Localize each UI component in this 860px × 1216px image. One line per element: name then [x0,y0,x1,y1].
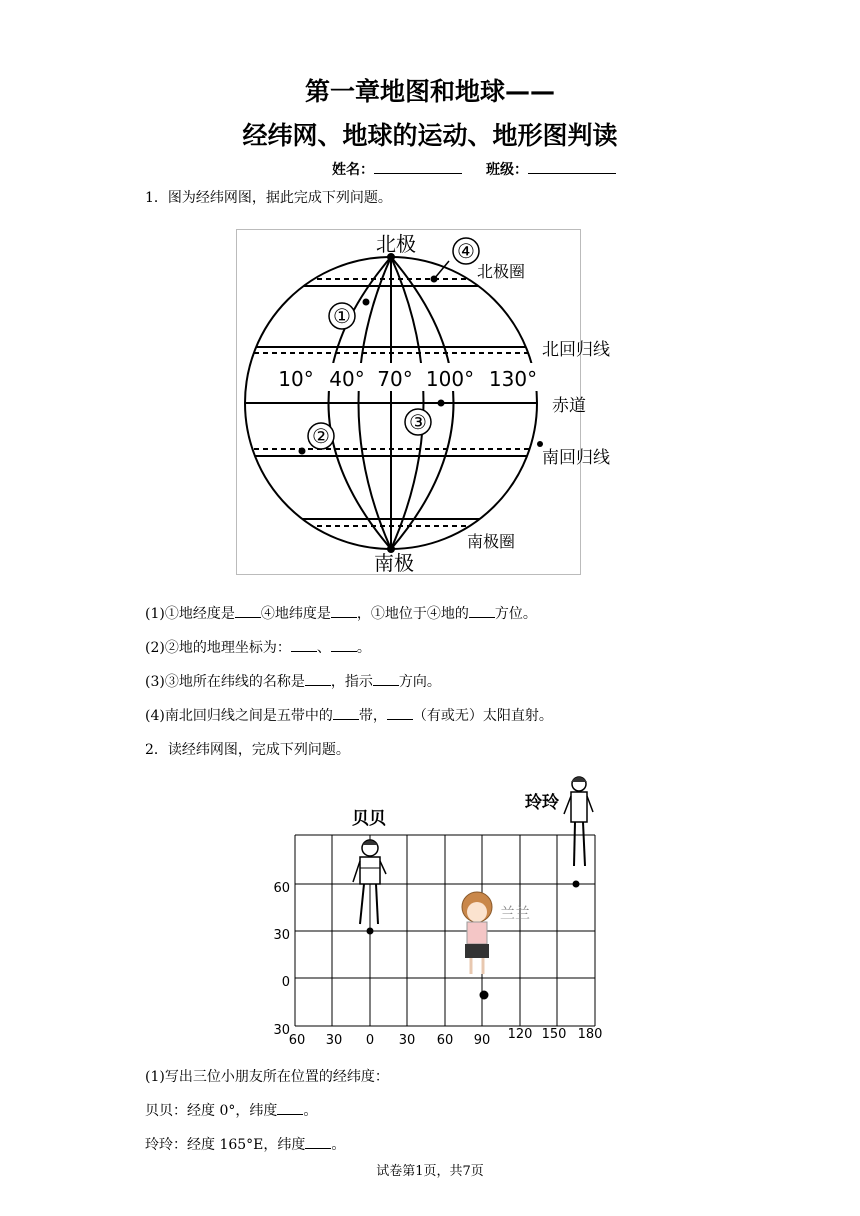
q2-sub-3 [145,1134,345,1154]
q1-sub4-prefix: (4)南北回归线之间是五带中的 [145,708,333,724]
name-label: 姓名： [332,162,374,178]
antarctic-circle-label: 南极圈 [467,532,516,551]
answer-blank[interactable] [277,1102,303,1115]
tropic-cancer-label: 北回归线 [542,340,610,360]
question-1-stem: 1．图为经纬网图，据此完成下列问题。 [145,190,392,206]
north-pole-label: 北极 [376,232,416,256]
y-label-0: 0 [281,975,290,990]
lon-label-70: 70° [377,367,413,391]
q1-sub3-suffix: 方向。 [398,674,441,690]
answer-blank[interactable] [235,605,261,618]
page-footer: 试卷第1页，共7页 [376,1164,484,1179]
q1-sub-4 [145,705,553,725]
lanlan-figure [462,892,492,1000]
class-label: 班级： [486,162,528,178]
q2-sub3-suffix: 。 [331,1137,346,1153]
answer-blank[interactable] [387,707,413,720]
q1-sub1-prefix: (1)①地经度是 [145,606,235,622]
document-title-line2: 经纬网、地球的运动、地形图判读 [242,121,618,150]
class-blank[interactable] [528,161,616,174]
q1-sub1-mid2: ，①地位于④地的 [356,606,469,622]
answer-blank[interactable] [373,673,399,686]
x-label-0: 0 [365,1033,375,1048]
x-label-60w: 60 [288,1033,306,1048]
answer-blank[interactable] [331,639,357,652]
student-info-line [332,159,616,179]
q1-sub3-prefix: (3)③地所在纬线的名称是 [145,674,305,690]
q1-sub1-suffix: 方位。 [494,606,537,622]
beibei-name: 贝贝 [352,809,386,829]
lon-label-10: 10° [278,367,314,391]
q1-sub-3 [145,671,441,691]
q2-sub2-prefix: 贝贝：经度 0°，纬度 [145,1103,278,1119]
lanlan-name: 兰兰 [500,904,531,922]
document-title-line1: 第一章地图和地球—— [304,77,555,106]
q1-sub-2 [145,637,371,657]
y-label-60: 60 [273,881,290,896]
q2-sub-2 [145,1100,317,1120]
q1-sub2-prefix: (2)②地的地理坐标为： [145,640,291,656]
tropic-capricorn-label: 南回归线 [542,448,610,468]
equator-label: 赤道 [552,396,586,416]
q1-sub4-mid1: 带， [358,708,387,724]
south-pole-label: 南极 [374,551,414,575]
q1-sub2-suffix: 。 [356,640,371,656]
answer-blank[interactable] [305,1136,331,1149]
lingling-figure [564,777,593,888]
grid-figure [260,768,610,1053]
x-label-150e: 150 [541,1027,567,1042]
x-label-30w: 30 [325,1033,343,1048]
x-label-120e: 120 [507,1027,533,1042]
lingling-name: 玲玲 [525,793,559,813]
marker-1: ① [333,304,351,328]
q1-sub-1 [145,603,537,623]
answer-blank[interactable] [331,605,357,618]
q1-sub4-suffix: （有或无）太阳直射。 [412,708,553,724]
name-blank[interactable] [374,161,462,174]
graticule-globe-figure [236,229,610,579]
x-label-90e: 90 [473,1033,491,1048]
answer-blank[interactable] [333,707,359,720]
marker-4: ④ [457,239,475,263]
arctic-circle-label: 北极圈 [477,262,526,281]
answer-blank[interactable] [305,673,331,686]
q2-sub2-suffix: 。 [303,1103,318,1119]
q1-sub1-mid1: ④地纬度是 [260,606,331,622]
answer-blank[interactable] [469,605,495,618]
x-label-60e: 60 [436,1033,454,1048]
x-label-180: 180 [577,1027,603,1042]
x-label-30e: 30 [398,1033,416,1048]
lon-label-130: 130° [488,367,538,391]
q1-sub2-mid1: 、 [316,640,331,656]
marker-3: ③ [409,410,427,434]
question-2-stem: 2．读经纬网图，完成下列问题。 [145,742,350,758]
q2-sub-1: (1)写出三位小朋友所在位置的经纬度： [145,1069,389,1085]
y-label-30: 30 [273,928,290,943]
lon-label-100: 100° [425,367,475,391]
q1-sub3-mid1: ，指示 [330,674,373,690]
y-label-30-south: 30 [273,1023,290,1038]
answer-blank[interactable] [291,639,317,652]
q2-sub3-prefix: 玲玲：经度 165°E，纬度 [145,1137,306,1153]
lon-label-40: 40° [329,367,365,391]
marker-2: ② [312,424,330,448]
